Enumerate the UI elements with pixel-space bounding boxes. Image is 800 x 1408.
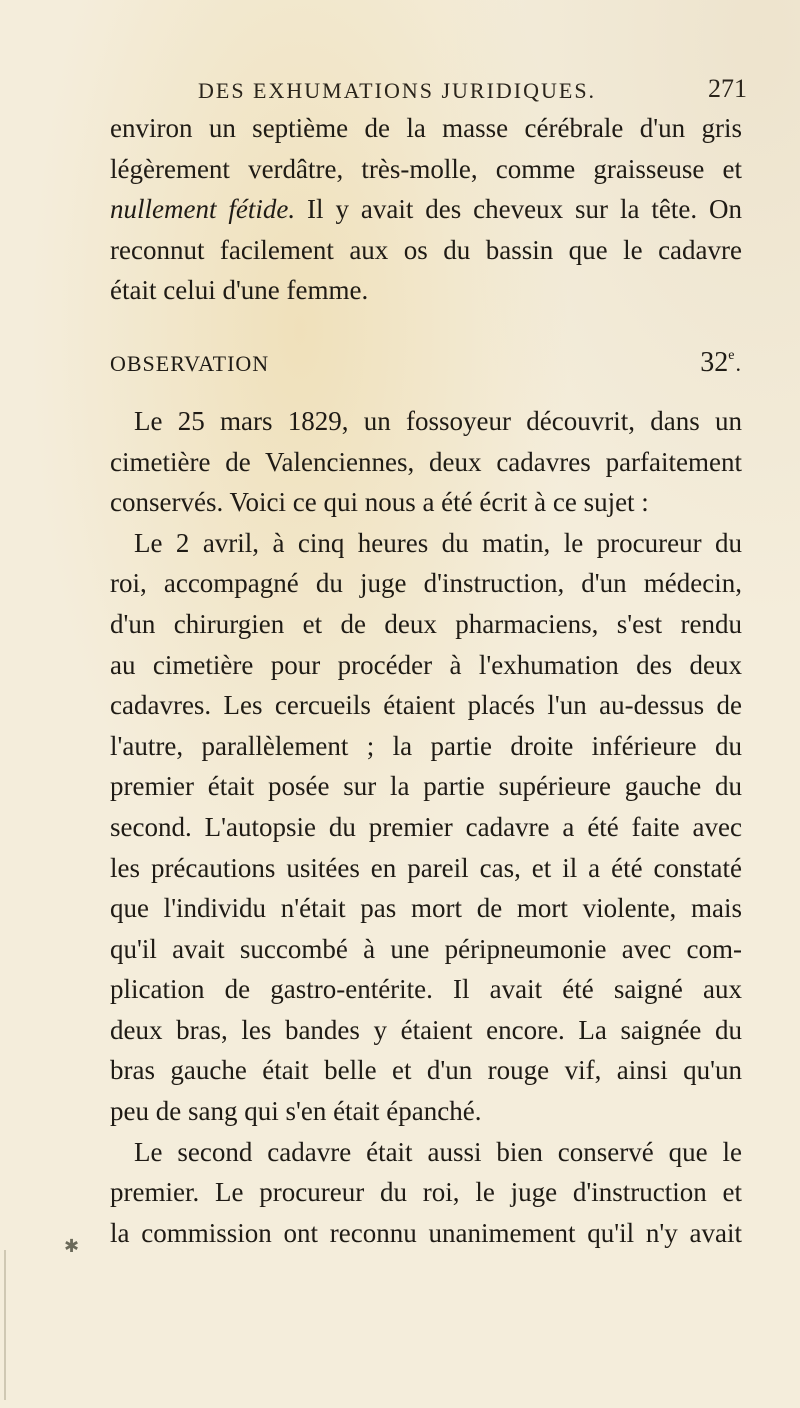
text-line: peu de sang qui s'en était épanché. [110, 1096, 482, 1127]
text-line: Le 2 avril, à cinq heures du matin, le procureur du [134, 527, 742, 558]
italic-phrase: nullement fétide. [110, 194, 296, 225]
observation-heading [110, 311, 742, 401]
text-line: la commission ont reconnu unanimement qu'il n'y avait [110, 1217, 742, 1248]
page-edge-divider [4, 1250, 6, 1400]
paragraph-4 [110, 1132, 742, 1254]
text-line: l'autre, parallèlement ; la partie droite inférieure du [110, 730, 742, 761]
text-line [110, 189, 742, 230]
text-span: Il y avait des cheveux sur la tête. On [295, 194, 743, 225]
text-line: reconnut facilement aux os du bassin que le cadavre [110, 234, 742, 265]
text-line: conservés. Voici ce qui nous a été écrit à ce sujet : [110, 487, 649, 518]
text-line: second. L'autopsie du premier cadavre a été faite avec [110, 811, 742, 842]
text-line: les précautions usitées en pareil cas, et il a été constaté [110, 852, 742, 883]
text-line: au cimetière pour procéder à l'exhumation des deux [110, 649, 742, 680]
paragraph-1 [110, 108, 742, 311]
text-line: cadavres. Les cercueils étaient placés l'un au-dessus de [110, 690, 742, 721]
text-line: Le second cadavre était aussi bien conservé que le [134, 1136, 742, 1167]
text-line: qu'il avait succombé à une péripneumonie avec com- [110, 933, 742, 964]
text-line: premier. Le procureur du roi, le juge d'instruction et [110, 1177, 742, 1208]
text-line: plication de gastro-entérite. Il avait été saigné aux [110, 974, 742, 1005]
text-line: Le 25 mars 1829, un fossoyeur découvrit, dans un [134, 405, 742, 436]
page-number: 271 [708, 74, 747, 103]
observation-number: 32 [700, 346, 729, 378]
text-line: d'un chirurgien et de deux pharmaciens, s'est rendu [110, 608, 742, 639]
observation-suffix: e [728, 347, 736, 363]
paragraph-3 [110, 523, 742, 1132]
text-line: deux bras, les bandes y étaient encore. La saignée du [110, 1014, 742, 1045]
text-line: bras gauche était belle et d'un rouge vif, ainsi qu'un [110, 1055, 742, 1086]
text-line: environ un septième de la masse cérébrale d'un gris [110, 113, 742, 143]
running-head: DES EXHUMATIONS JURIDIQUES. [198, 78, 597, 103]
margin-mark-icon: ✱ [64, 1236, 80, 1257]
text-line: était celui d'une femme. [110, 275, 369, 306]
page-header [0, 70, 800, 110]
text-line: que l'individu n'était pas mort de mort violente, mais [110, 893, 742, 924]
text-line: cimetière de Valenciennes, deux cadavres parfaitement [110, 446, 742, 477]
paragraph-2 [110, 401, 742, 523]
text-line: légèrement verdâtre, très-molle, comme graisseuse et [110, 153, 742, 184]
text-line: roi, accompagné du juge d'instruction, d'un médecin, [110, 568, 742, 599]
observation-label: OBSERVATION [110, 350, 270, 376]
observation-trail: . [735, 350, 742, 376]
text-line: premier était posée sur la partie supérieure gauche du [110, 771, 742, 802]
body-text [110, 108, 742, 1253]
